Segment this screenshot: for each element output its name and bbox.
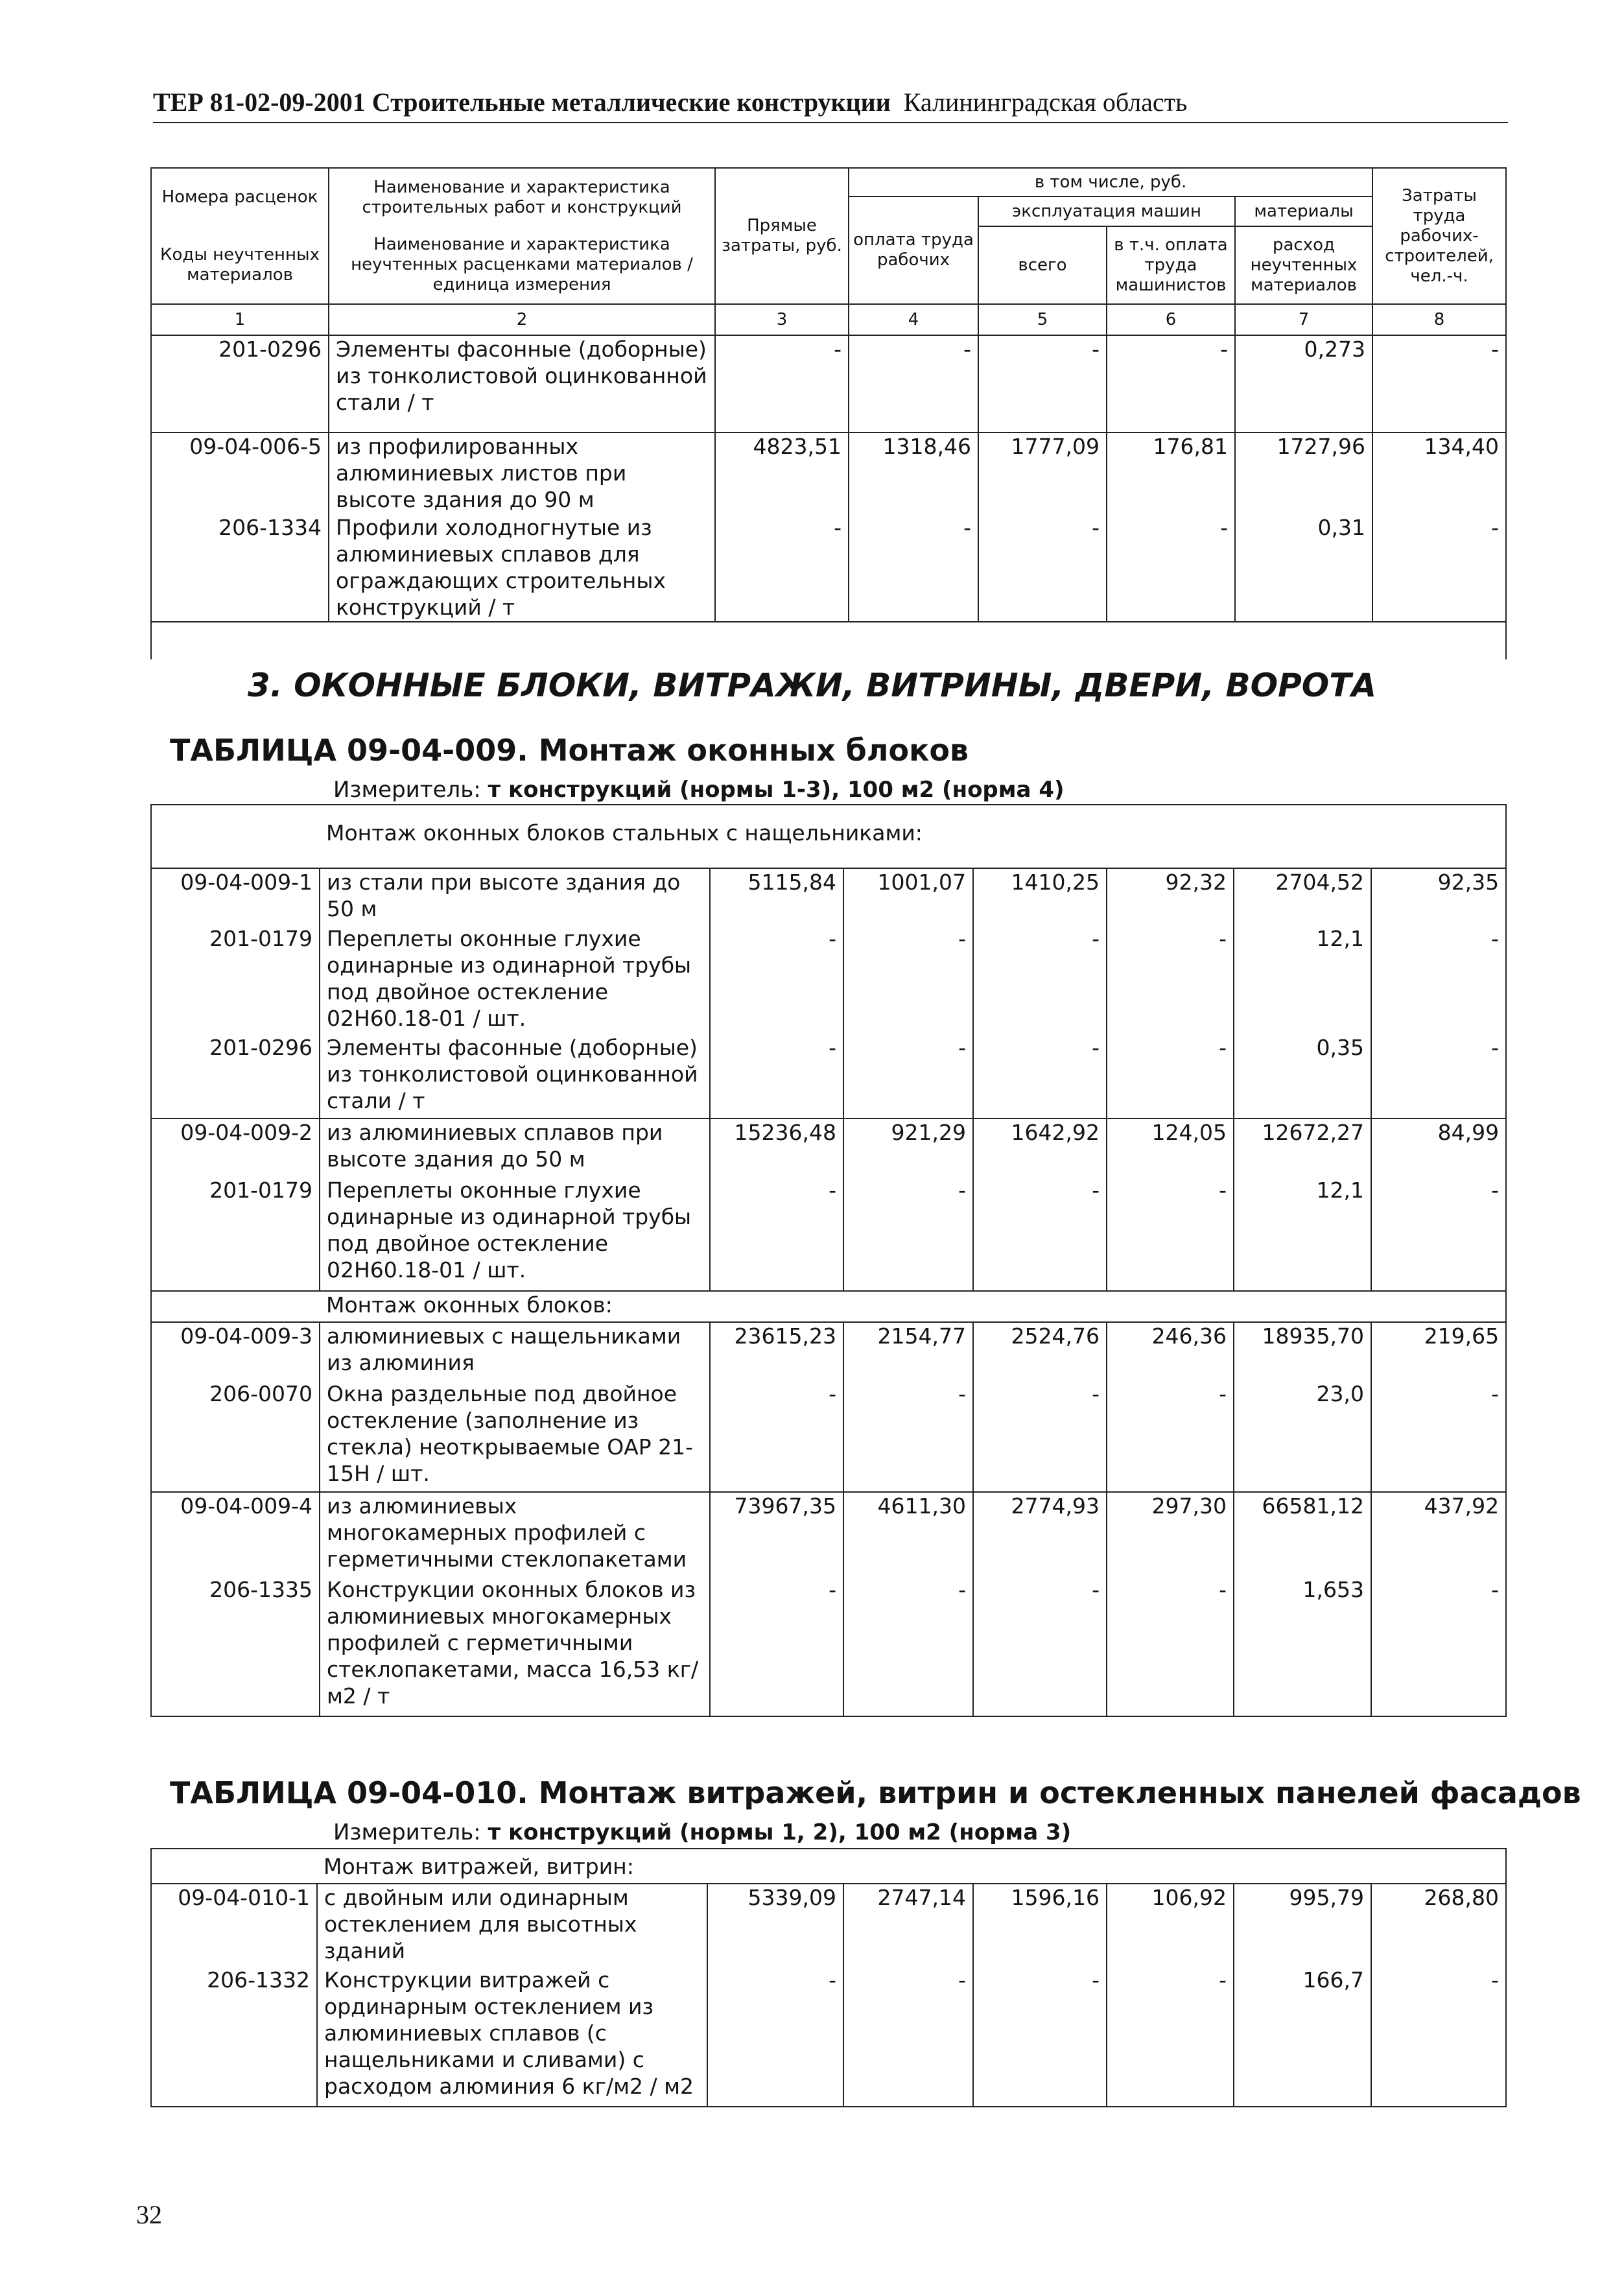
row-code: 09-04-009-1 — [151, 868, 320, 925]
cell-machines-total: 2524,76 — [973, 1322, 1107, 1380]
row-name: Элементы фасонные (доборные) из тонколистовой оцинкованной стали / т — [329, 335, 715, 432]
cell-labor-pay: - — [843, 1576, 973, 1716]
including-header: в том числе, руб. — [849, 168, 1372, 196]
row-name: алюминиевых с нащельниками из алюминия — [320, 1322, 710, 1380]
table-row — [151, 432, 1506, 514]
table-row — [151, 868, 1506, 925]
cell-machinist-pay: - — [1107, 1576, 1234, 1716]
cell-machines-total: - — [973, 1034, 1107, 1119]
table-row — [151, 1576, 1506, 1716]
row-name: из алюминиевых многокамерных профилей с герметичными стеклопакетами — [320, 1492, 710, 1576]
table-row — [151, 1884, 1506, 1967]
cell-labor-hours: 84,99 — [1371, 1119, 1506, 1177]
cell-labor-pay: - — [843, 925, 973, 1034]
cell-materials: 995,79 — [1234, 1884, 1371, 1967]
col5-header: всего — [978, 226, 1107, 304]
table-09-04-010 — [150, 1848, 1507, 2107]
col-number: 3 — [715, 304, 849, 335]
cell-direct-costs: 5339,09 — [707, 1884, 843, 1967]
cell-labor-pay: 4611,30 — [843, 1492, 973, 1576]
cell-machines-total: - — [978, 335, 1107, 432]
table-09-04-009 — [150, 804, 1507, 1717]
cell-machines-total: - — [973, 925, 1107, 1034]
cell-materials: 12,1 — [1234, 925, 1371, 1034]
header-region: Калининградская область — [903, 88, 1188, 117]
cell-machinist-pay: - — [1107, 1380, 1234, 1492]
cell-materials: 0,35 — [1234, 1034, 1371, 1119]
cell-labor-hours: - — [1372, 335, 1506, 432]
table-row — [151, 1492, 1506, 1576]
group-label: Монтаж оконных блоков стальных с нащельниками: — [320, 805, 1506, 868]
header-title: ТЕР 81-02-09-2001 Строительные металлические конструкции — [153, 88, 891, 117]
row-code: 201-0296 — [151, 1034, 320, 1119]
header-rule — [153, 122, 1508, 123]
cell-materials: 23,0 — [1234, 1380, 1371, 1492]
cell-machinist-pay: - — [1107, 514, 1235, 622]
table-3-title: ТАБЛИЦА 09-04-010. Монтаж витражей, витрин и остекленных панелей фасадов — [170, 1775, 1581, 1810]
cell-machines-total: 1777,09 — [978, 432, 1107, 514]
page-header — [153, 87, 1187, 117]
col-number: 1 — [151, 304, 329, 335]
row-code: 201-0179 — [151, 1177, 320, 1291]
row-code: 09-04-010-1 — [151, 1884, 317, 1967]
col-number: 4 — [849, 304, 978, 335]
cell-direct-costs: - — [710, 1380, 843, 1492]
cell-labor-pay: - — [849, 335, 978, 432]
cell-materials: 2704,52 — [1234, 868, 1371, 925]
cell-labor-hours: - — [1372, 514, 1506, 622]
cell-machines-total: - — [973, 1380, 1107, 1492]
col3-header: Прямые затраты, руб. — [715, 168, 849, 304]
cell-direct-costs: - — [710, 1576, 843, 1716]
cell-labor-hours: 219,65 — [1371, 1322, 1506, 1380]
table-end-row — [151, 622, 1506, 659]
cell-direct-costs: 73967,35 — [710, 1492, 843, 1576]
cell-direct-costs: - — [715, 514, 849, 622]
group-label: Монтаж витражей, витрин: — [317, 1849, 1506, 1884]
cell-materials: 166,7 — [1234, 1967, 1371, 2107]
row-name: из алюминиевых сплавов при высоте здания до 50 м — [320, 1119, 710, 1177]
cell-direct-costs: - — [715, 335, 849, 432]
cell-machinist-pay: 297,30 — [1107, 1492, 1234, 1576]
cell-labor-hours: 92,35 — [1371, 868, 1506, 925]
cell-labor-pay: - — [843, 1034, 973, 1119]
cell-labor-hours: - — [1371, 1177, 1506, 1291]
cell-materials: 1,653 — [1234, 1576, 1371, 1716]
row-name: Переплеты оконные глухие одинарные из одинарной трубы под двойное остекление 02Н60.18-01 / шт. — [320, 925, 710, 1034]
row-name: Профили холодногнутые из алюминиевых сплавов для ограждающих строительных конструкций / т — [329, 514, 715, 622]
cell-labor-pay: 2747,14 — [843, 1884, 973, 1967]
group-row — [151, 1849, 1506, 1884]
col2-top-header: Наименование и характеристика строительных работ и конструкций — [329, 168, 715, 226]
cell-materials: 12672,27 — [1234, 1119, 1371, 1177]
col-number: 6 — [1107, 304, 1235, 335]
cell-labor-hours: 437,92 — [1371, 1492, 1506, 1576]
row-code: 09-04-006-5 — [151, 432, 329, 514]
cell-machines-total: - — [973, 1177, 1107, 1291]
cell-direct-costs: - — [710, 1034, 843, 1119]
cell-labor-pay: - — [843, 1380, 973, 1492]
row-code: 201-0296 — [151, 335, 329, 432]
row-name: Элементы фасонные (доборные) из тонколистовой оцинкованной стали / т — [320, 1034, 710, 1119]
table-row — [151, 1380, 1506, 1492]
row-code: 09-04-009-4 — [151, 1492, 320, 1576]
table-row — [151, 335, 1506, 432]
col7-header: расход неучтенных материалов — [1235, 226, 1372, 304]
col2-bottom-header: Наименование и характеристика неучтенных расценками материалов / единица измерения — [329, 226, 715, 304]
table-3-measure — [333, 1819, 1071, 1845]
cell-materials: 18935,70 — [1234, 1322, 1371, 1380]
cell-labor-pay: - — [843, 1967, 973, 2107]
cell-labor-hours: 134,40 — [1372, 432, 1506, 514]
group-row — [151, 1291, 1506, 1322]
measure-label: Измеритель: — [333, 1819, 481, 1845]
cell-machinist-pay: - — [1107, 335, 1235, 432]
table-row — [151, 1034, 1506, 1119]
table-row — [151, 1119, 1506, 1177]
measure-value: т конструкций (нормы 1-3), 100 м2 (норма 4) — [488, 777, 1065, 803]
machines-header: эксплуатация машин — [978, 196, 1235, 226]
row-code: 09-04-009-2 — [151, 1119, 320, 1177]
cell-machines-total: 1596,16 — [973, 1884, 1107, 1967]
cell-labor-hours: - — [1371, 1380, 1506, 1492]
measure-label: Измеритель: — [333, 777, 481, 803]
col-number: 2 — [329, 304, 715, 335]
cell-labor-pay: - — [843, 1177, 973, 1291]
cell-direct-costs: 15236,48 — [710, 1119, 843, 1177]
cell-materials: 12,1 — [1234, 1177, 1371, 1291]
cell-labor-hours: 268,80 — [1371, 1884, 1506, 1967]
table-row — [151, 514, 1506, 622]
table-row — [151, 1322, 1506, 1380]
cell-machinist-pay: - — [1107, 1967, 1234, 2107]
cell-labor-hours: - — [1371, 925, 1506, 1034]
cell-machinist-pay: 176,81 — [1107, 432, 1235, 514]
cell-labor-hours: - — [1371, 1034, 1506, 1119]
cell-materials: 66581,12 — [1234, 1492, 1371, 1576]
cell-machinist-pay: 124,05 — [1107, 1119, 1234, 1177]
row-name: из профилированных алюминиевых листов при высоте здания до 90 м — [329, 432, 715, 514]
cell-machinist-pay: 246,36 — [1107, 1322, 1234, 1380]
table-row — [151, 1967, 1506, 2107]
cell-direct-costs: - — [707, 1967, 843, 2107]
col1-top-header: Номера расценок — [151, 168, 329, 226]
cell-machinist-pay: - — [1107, 1177, 1234, 1291]
row-name: Переплеты оконные глухие одинарные из одинарной трубы под двойное остекление 02Н60.18-01 / шт. — [320, 1177, 710, 1291]
cell-machinist-pay: 92,32 — [1107, 868, 1234, 925]
col-number: 7 — [1235, 304, 1372, 335]
table-2-measure — [333, 777, 1065, 803]
col8-header: Затраты труда рабочих-строителей, чел.-ч. — [1372, 168, 1506, 304]
rates-table-continued — [150, 167, 1507, 659]
cell-materials: 0,31 — [1235, 514, 1372, 622]
table-row — [151, 1177, 1506, 1291]
cell-labor-hours: - — [1371, 1967, 1506, 2107]
cell-machines-total: - — [978, 514, 1107, 622]
col-number: 8 — [1372, 304, 1506, 335]
cell-labor-pay: 2154,77 — [843, 1322, 973, 1380]
cell-machinist-pay: - — [1107, 1034, 1234, 1119]
row-name: Конструкции оконных блоков из алюминиевых многокамерных профилей с герметичными стеклопакетами, масса 16,53 кг/м2 / т — [320, 1576, 710, 1716]
section-title: 3. ОКОННЫЕ БЛОКИ, ВИТРАЖИ, ВИТРИНЫ, ДВЕРИ, ВОРОТА — [247, 667, 1377, 704]
col4-header: оплата труда рабочих — [849, 196, 978, 304]
cell-direct-costs: 4823,51 — [715, 432, 849, 514]
cell-direct-costs: 23615,23 — [710, 1322, 843, 1380]
table-2-title: ТАБЛИЦА 09-04-009. Монтаж оконных блоков — [170, 733, 969, 768]
cell-direct-costs: 5115,84 — [710, 868, 843, 925]
col1-bottom-header: Коды неучтенных материалов — [151, 226, 329, 304]
cell-machines-total: 1410,25 — [973, 868, 1107, 925]
row-name: с двойным или одинарным остеклением для высотных зданий — [317, 1884, 707, 1967]
materials-header: материалы — [1235, 196, 1372, 226]
cell-machines-total: 1642,92 — [973, 1119, 1107, 1177]
cell-materials: 1727,96 — [1235, 432, 1372, 514]
cell-materials: 0,273 — [1235, 335, 1372, 432]
cell-machinist-pay: - — [1107, 925, 1234, 1034]
col6-header: в т.ч. оплата труда машинистов — [1107, 226, 1235, 304]
row-name: Окна раздельные под двойное остекление (заполнение из стекла) неоткрываемые ОАР 21-15Н / шт. — [320, 1380, 710, 1492]
row-name: Конструкции витражей с ординарным остеклением из алюминиевых сплавов (с нащельниками и сливами) с расходом алюминия 6 кг/м2 / м2 — [317, 1967, 707, 2107]
cell-labor-pay: 921,29 — [843, 1119, 973, 1177]
row-name: из стали при высоте здания до 50 м — [320, 868, 710, 925]
cell-machines-total: - — [973, 1967, 1107, 2107]
page-number: 32 — [136, 2200, 162, 2229]
group-label: Монтаж оконных блоков: — [320, 1291, 1506, 1322]
row-code: 206-1335 — [151, 1576, 320, 1716]
row-code: 201-0179 — [151, 925, 320, 1034]
cell-machines-total: 2774,93 — [973, 1492, 1107, 1576]
cell-labor-pay: 1318,46 — [849, 432, 978, 514]
col-number: 5 — [978, 304, 1107, 335]
cell-direct-costs: - — [710, 925, 843, 1034]
row-code: 206-1332 — [151, 1967, 317, 2107]
cell-direct-costs: - — [710, 1177, 843, 1291]
row-code: 206-1334 — [151, 514, 329, 622]
cell-labor-pay: - — [849, 514, 978, 622]
row-code: 09-04-009-3 — [151, 1322, 320, 1380]
measure-value: т конструкций (нормы 1, 2), 100 м2 (норма 3) — [488, 1819, 1072, 1845]
group-row — [151, 805, 1506, 868]
table-row — [151, 925, 1506, 1034]
cell-machinist-pay: 106,92 — [1107, 1884, 1234, 1967]
row-code: 206-0070 — [151, 1380, 320, 1492]
cell-labor-hours: - — [1371, 1576, 1506, 1716]
cell-machines-total: - — [973, 1576, 1107, 1716]
cell-labor-pay: 1001,07 — [843, 868, 973, 925]
